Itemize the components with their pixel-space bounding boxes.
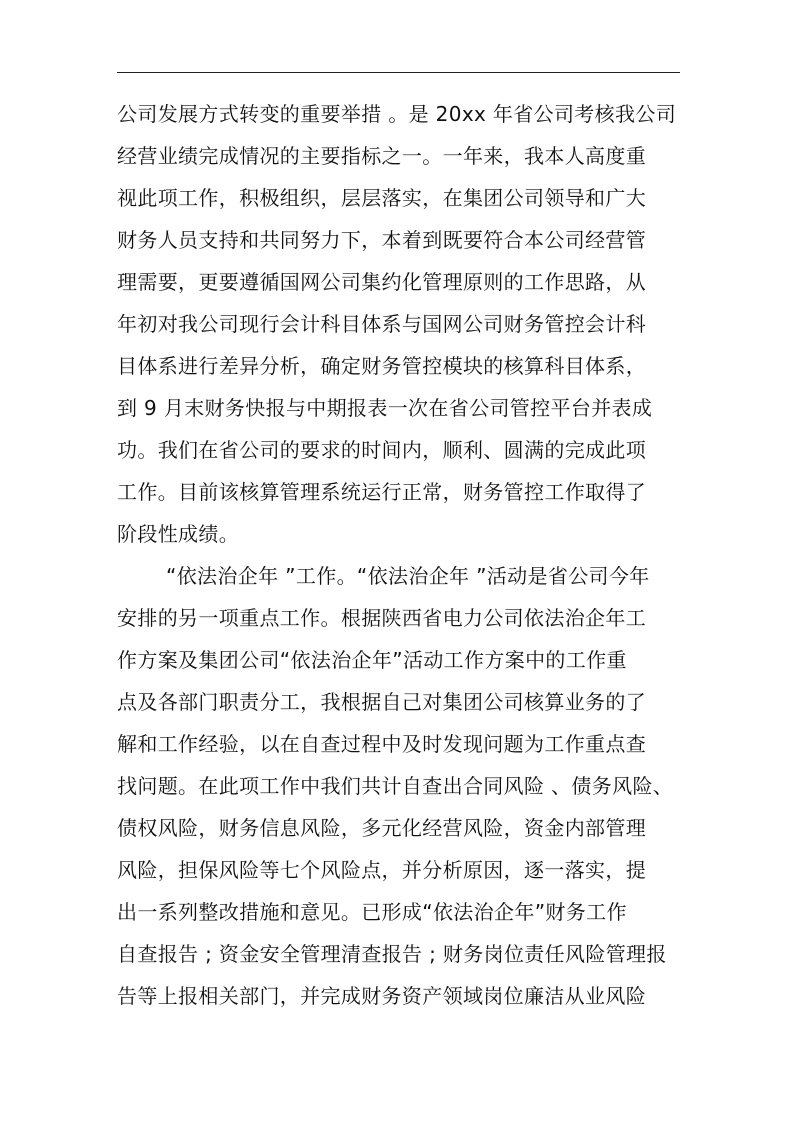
paragraph-line: 理需要，更要遵循国网公司集约化管理原则的工作思路，从: [117, 270, 647, 294]
paragraph-line: 年初对我公司现行会计科目体系与国网公司财务管控会计科: [117, 312, 647, 336]
paragraph-line: 目体系进行差异分析，确定财务管控模块的核算科目体系，: [117, 354, 647, 378]
paragraph-line: 告等上报相关部门，并完成财务资产领域岗位廉洁从业风险: [117, 984, 647, 1008]
paragraph-line: 出一系列整改措施和意见。已形成“依法治企年”财务工作: [117, 900, 627, 924]
paragraph-line: 工作。目前该核算管理系统运行正常，财务管控工作取得了: [117, 480, 647, 504]
paragraph-line: 找问题。在此项工作中我们共计自查出合同风险 、债务风险、: [117, 774, 674, 798]
paragraph-line: 作方案及集团公司“依法治企年”活动工作方案中的工作重: [117, 648, 627, 672]
paragraph-line: 安排的另一项重点工作。根据陕西省电力公司依法治企年工: [117, 606, 647, 630]
paragraph-line: 债权风险，财务信息风险，多元化经营风险，资金内部管理: [117, 816, 647, 840]
paragraph-line: 功。我们在省公司的要求的时间内，顺利、圆满的完成此项: [117, 438, 647, 462]
paragraph-line: 点及各部门职责分工，我根据自己对集团公司核算业务的了: [117, 690, 647, 714]
paragraph-line: 解和工作经验，以在自查过程中及时发现问题为工作重点查: [117, 732, 647, 756]
paragraph-line: “依法治企年 ”工作。“依法治企年 ”活动是省公司今年: [166, 564, 650, 588]
paragraph-line: 经营业绩完成情况的主要指标之一。一年来，我本人高度重: [117, 144, 647, 168]
paragraph-line: 自查报告 ; 资金安全管理清查报告 ; 财务岗位责任风险管理报: [117, 942, 667, 966]
paragraph-line: 到 9 月末财务快报与中期报表一次在省公司管控平台并表成: [117, 396, 653, 420]
paragraph-line: 财务人员支持和共同努力下，本着到既要符合本公司经营管: [117, 228, 647, 252]
paragraph-line: 阶段性成绩。: [117, 522, 240, 546]
paragraph-line: 风险，担保风险等七个风险点，并分析原因，逐一落实，提: [117, 858, 647, 882]
paragraph-line: 视此项工作，积极组织，层层落实，在集团公司领导和广大: [117, 186, 647, 210]
paragraph-line: 公司发展方式转变的重要举措 。是 20xx 年省公司考核我公司: [117, 102, 677, 126]
